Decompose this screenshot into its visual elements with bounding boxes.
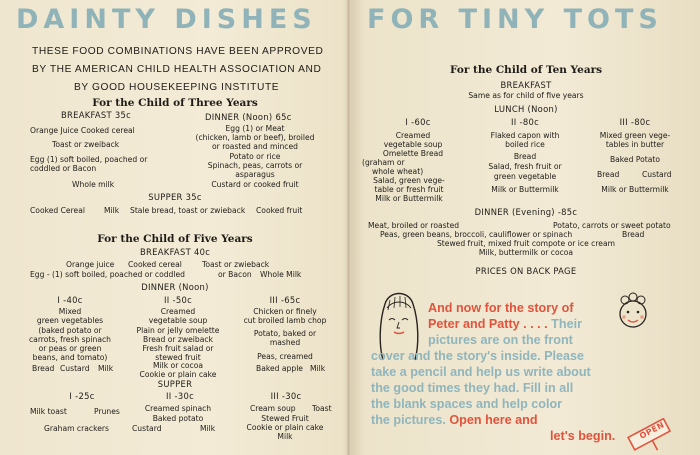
menu-line: Fresh fruit salad or (142, 344, 214, 353)
menu-item: Custard (132, 424, 162, 433)
menu-item: Cooked cereal (128, 260, 182, 269)
dinner-title: DINNER (Noon) (141, 282, 209, 292)
menu-line: green vegetable (493, 172, 557, 181)
option-head: I -40c (57, 295, 83, 305)
menu-line: Egg (1) soft boiled, poached or (30, 155, 148, 164)
story-text-red: let's begin. (550, 429, 616, 443)
menu-item: Orange juice (66, 260, 115, 269)
menu-line: Custard or cooked fruit (211, 180, 299, 189)
story-line (371, 381, 573, 396)
menu-item: Whole Milk (260, 270, 302, 279)
menu-item: Milk toast (30, 407, 67, 416)
menu-item: Baked apple (256, 364, 303, 373)
story-line (428, 333, 573, 348)
menu-line: Milk or Buttermilk (491, 185, 559, 194)
menu-item: Cream soup (250, 404, 296, 413)
story-line (428, 317, 582, 332)
menu-item: Custard (60, 364, 90, 373)
menu-item: Stale bread, toast or zwieback (130, 206, 246, 215)
menu-line: Chicken or finely (253, 307, 317, 316)
menu-line: boiled rice (505, 140, 545, 149)
menu-line: Milk or Buttermilk (601, 185, 669, 194)
menu-item: Milk (104, 206, 120, 215)
menu-line: Toast or zweiback (52, 140, 120, 149)
menu-item: Meat, broiled or roasted (368, 221, 460, 230)
dinner-title: DINNER (Evening) -85c (474, 207, 578, 217)
intro-line: BY THE AMERICAN CHILD HEALTH ASSOCIATION AND (32, 64, 322, 75)
menu-line: asparagus (235, 170, 275, 179)
story-text-red: Open here and (445, 413, 538, 427)
menu-item: Potato, carrots or sweet potato (553, 221, 671, 230)
story-line (550, 429, 615, 444)
option-head: I -60c (405, 117, 431, 127)
menu-line: coddled or Bacon (30, 164, 97, 173)
menu-line: Egg (1) or Meat (225, 124, 285, 133)
menu-line: Peas, creamed (257, 352, 313, 361)
story-line (371, 349, 584, 364)
menu-item: Milk (98, 364, 114, 373)
menu-line: Cookie or plain cake (246, 423, 324, 432)
story-text-blue: the good times they had. Fill in all (371, 381, 574, 395)
story-text-blue: Their (547, 317, 582, 331)
story-text-blue: take a pencil and help us write about (371, 365, 591, 379)
menu-line: Stewed Fruit (261, 414, 309, 423)
menu-line: Flaked capon with (490, 131, 560, 140)
heading-five-years: For the Child of Five Years (97, 233, 253, 245)
story-line (371, 365, 591, 380)
breakfast-title: BREAKFAST 35c (60, 110, 132, 120)
menu-line: Milk (277, 432, 293, 441)
option-head: II -80c (511, 117, 539, 127)
title-right: FOR TINY TOTS (367, 4, 663, 35)
menu-line: Mixed green vege- (599, 131, 671, 140)
menu-item: Toast (312, 404, 332, 413)
intro-line: BY GOOD HOUSEKEEPING INSTITUTE (74, 82, 280, 93)
menu-line: or peas or green (38, 344, 102, 353)
menu-line: Milk or Buttermilk (375, 194, 443, 203)
menu-item: Prunes (94, 407, 120, 416)
menu-item: Bread (32, 364, 55, 373)
menu-item: Cooked Cereal (30, 206, 85, 215)
supper-title: SUPPER 35c (148, 192, 202, 202)
menu-line: green vegetables (36, 316, 104, 325)
menu-line: Spinach, peas, carrots or (207, 161, 303, 170)
menu-line: carrots, fresh spinach (28, 335, 111, 344)
menu-item: Milk (310, 364, 326, 373)
breakfast-title: BREAKFAST 40c (140, 247, 211, 257)
menu-line: beans, and tomato) (32, 353, 108, 362)
menu-line: Creamed (160, 307, 196, 316)
menu-item: Toast or zwieback (202, 260, 270, 269)
menu-line: Mixed (58, 307, 82, 316)
menu-line: (chicken, lamb or beef), broiled (195, 133, 315, 142)
menu-item: Cooked fruit (256, 206, 303, 215)
menu-line: vegetable soup (148, 316, 208, 325)
menu-line: Orange Juice Cooked cereal (30, 126, 135, 135)
menu-line: Bread or zweiback (143, 335, 213, 344)
intro-line: THESE FOOD COMBINATIONS HAVE BEEN APPROVED (32, 46, 324, 57)
option-head: II -50c (164, 295, 192, 305)
menu-line: Milk or cocoa (152, 361, 204, 370)
story-text-blue: the blank spaces and help color (371, 397, 563, 411)
menu-line: Potato or rice (229, 152, 281, 161)
open-sign[interactable] (622, 418, 678, 454)
menu-line: Omelette Bread (382, 149, 444, 158)
heading-ten-years: For the Child of Ten Years (449, 64, 603, 76)
menu-item: or Bacon (218, 270, 252, 279)
story-line (371, 413, 538, 428)
supper-title: SUPPER (157, 379, 193, 389)
menu-line: Plain or jelly omelette (136, 326, 220, 335)
menu-line: Stewed fruit, mixed fruit compote or ice cream (436, 239, 616, 248)
heading-three-years: For the Child of Three Years (92, 97, 258, 109)
menu-line: cut broiled lamb chop (243, 316, 327, 325)
menu-item: Milk (200, 424, 216, 433)
open-sign-label: OPEN (638, 420, 666, 441)
story-line (428, 301, 574, 316)
menu-item: Bread (622, 230, 645, 239)
menu-item: Custard (642, 170, 672, 179)
dinner-title: DINNER (Noon) 65c (205, 112, 292, 122)
menu-line: Baked potato (152, 414, 204, 423)
option-head: II -30c (166, 391, 194, 401)
menu-line: Same as for child of five years (468, 91, 584, 100)
menu-line: Bread (513, 152, 537, 161)
menu-line: or roasted and minced (212, 142, 298, 151)
option-head: III -30c (270, 391, 302, 401)
breakfast-title: BREAKFAST (500, 80, 552, 90)
menu-item: Graham crackers (44, 424, 109, 433)
menu-line: Milk, buttermilk or cocoa (478, 248, 574, 257)
menu-item: Egg - (1) soft boiled, poached or coddled (30, 270, 185, 279)
patty-face-icon (613, 290, 653, 334)
menu-line: (baked potato or (38, 326, 102, 335)
menu-line: vegetable soup (383, 140, 443, 149)
menu-line: Cookie or plain cake (139, 370, 217, 379)
story-text-red: Peter and Patty . . . . (428, 317, 548, 331)
page-title (0, 4, 700, 36)
menu-line: whole wheat) (372, 167, 424, 176)
story-line (371, 397, 562, 412)
title-left: DAINTY DISHES (16, 4, 317, 35)
option-head: III -80c (619, 117, 651, 127)
menu-line: Creamed (395, 131, 431, 140)
menu-line: Potato, baked or (253, 329, 317, 338)
story-text-blue: pictures are on the front (428, 333, 573, 347)
option-head: III -65c (269, 295, 301, 305)
prices-note: PRICES ON BACK PAGE (475, 266, 577, 276)
story-text-red: And now for the story of (428, 301, 574, 315)
lunch-title: LUNCH (Noon) (494, 104, 558, 114)
menu-line: (graham or (362, 158, 405, 167)
menu-line: Whole milk (72, 180, 115, 189)
menu-line: Salad, green vege- (373, 176, 445, 185)
menu-line: stewed fruit (155, 353, 201, 362)
menu-item: Bread (597, 170, 620, 179)
menu-line: Salad, fresh fruit or (488, 162, 562, 171)
menu-line: Baked Potato (609, 155, 661, 164)
menu-line: tables in butter (605, 140, 665, 149)
menu-line: table or fresh fruit (374, 185, 444, 194)
menu-line: Creamed spinach (144, 404, 212, 413)
story-text-blue: the pictures. (371, 413, 446, 427)
menu-item: Peas, green beans, broccoli, cauliflower or spinach (380, 230, 573, 239)
option-head: I -25c (69, 391, 95, 401)
menu-line: mashed (269, 338, 301, 347)
story-text-blue: cover and the story's inside. Please (371, 349, 584, 363)
